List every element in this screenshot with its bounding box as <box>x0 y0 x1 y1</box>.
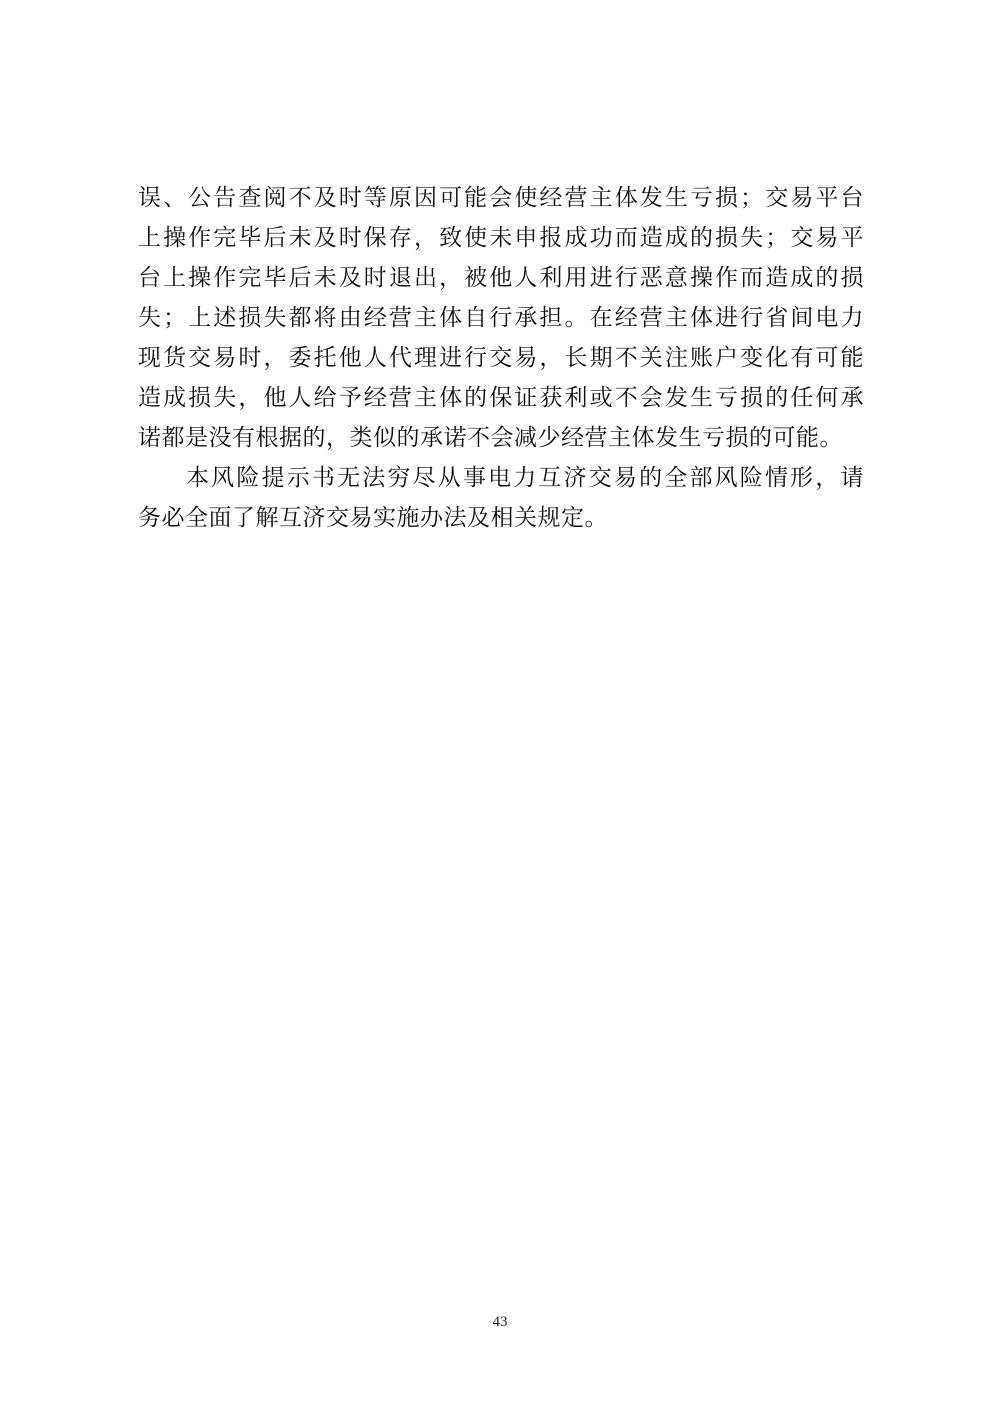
page-number: 43 <box>492 1314 508 1330</box>
body-text <box>138 178 864 538</box>
text-line: 造成损失，他人给予经营主体的保证获利或不会发生亏损的任何承 <box>138 385 864 411</box>
text-line: 台上操作完毕后未及时退出，被他人利用进行恶意操作而造成的损 <box>138 265 864 291</box>
text-line: 现货交易时，委托他人代理进行交易，长期不关注账户变化有可能 <box>138 345 864 371</box>
paragraph-risk-notice <box>138 458 864 538</box>
text-line: 误、公告查阅不及时等原因可能会使经营主体发生亏损；交易平台 <box>138 185 864 211</box>
text-line: 本风险提示书无法穷尽从事电力互济交易的全部风险情形，请 <box>186 465 864 491</box>
text-line: 务必全面了解互济交易实施办法及相关规定。 <box>138 505 608 531</box>
paragraph-risk-losses <box>138 178 864 458</box>
text-line: 上操作完毕后未及时保存，致使未申报成功而造成的损失；交易平 <box>138 225 864 251</box>
text-line: 失；上述损失都将由经营主体自行承担。在经营主体进行省间电力 <box>138 305 864 331</box>
text-line: 诺都是没有根据的，类似的承诺不会减少经营主体发生亏损的可能。 <box>138 425 843 451</box>
